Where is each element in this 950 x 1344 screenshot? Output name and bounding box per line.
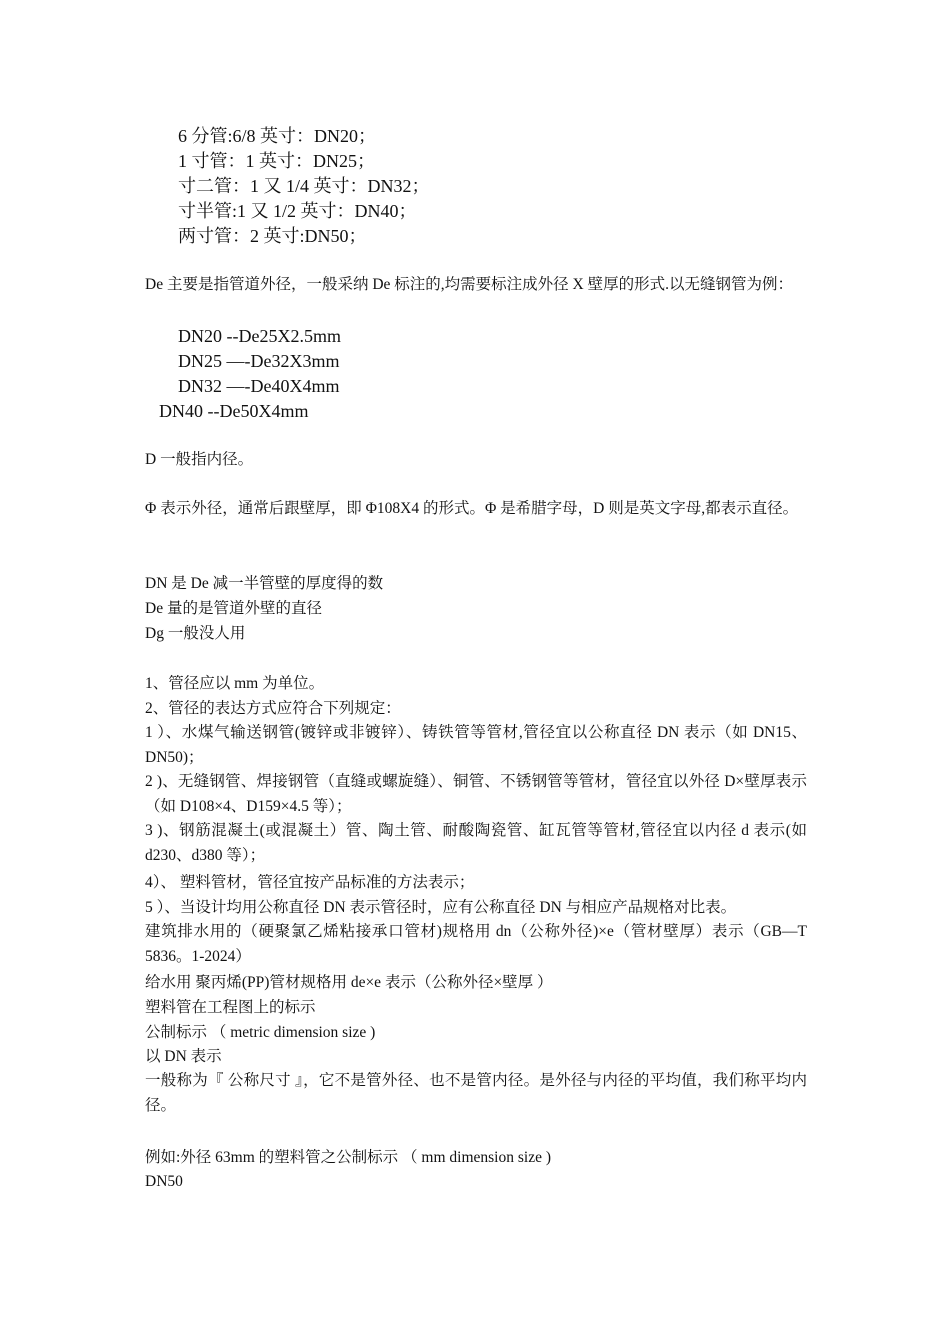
de-intro-paragraph: De 主要是指管道外径，一般采纳 De 标注的,均需要标注成外径 X 壁厚的形式.以无缝钢管为例： [145, 276, 793, 293]
pipe-size-line: 两寸管：2 英寸:DN50； [178, 226, 367, 246]
sub-rule-3: 3 )、钢筋混凝土(或混凝土）管、陶土管、耐酸陶瓷管、缸瓦管等管材,管径宜以内径 d 表示(如 d230、d380 等）； [145, 822, 807, 864]
de-example-line: DN32 —-De40X4mm [178, 376, 340, 396]
dn-line: Dg 一般没人用 [145, 625, 246, 642]
sub-rule-2: 2 )、无缝钢管、焊接钢管（直缝或螺旋缝）、铜管、不锈钢管等管材，管径宜以外径 D×壁厚表示（如 D108×4、D159×4.5 等）； [145, 773, 807, 815]
pipe-size-line: 6 分管:6/8 英寸：DN20； [178, 126, 376, 146]
de-example-line: DN40 --De50X4mm [159, 401, 309, 421]
metric-line: 公制标示 （ metric dimension size ) [145, 1024, 376, 1041]
sub-rule-1: 1 ）、水煤气输送钢管(镀锌或非镀锌）、铸铁管等管材,管径宜以公称直径 DN 表示（如 DN15、DN50)； [145, 724, 807, 766]
nominal-size-paragraph: 一般称为『 公称尺寸 』，它不是管外径、也不是管内径。是外径与内径的平均值，我们称平均内径。 [145, 1072, 807, 1114]
rule-1: 1、管径应以 mm 为单位。 [145, 675, 325, 692]
sub-rule-5: 5 ）、当设计均用公称直径 DN 表示管径时，应有公称直径 DN 与相应产品规格对比表。 [145, 899, 737, 916]
dn-line: De 量的是管道外壁的直径 [145, 600, 322, 617]
dn-show-line: 以 DN 表示 [145, 1048, 222, 1065]
de-example-line: DN20 --De25X2.5mm [178, 326, 341, 346]
pp-pipe-line: 给水用 聚丙烯(PP)管材规格用 de×e 表示（公称外径×壁厚 ） [145, 974, 553, 991]
phi-paragraph: Φ 表示外径，通常后跟壁厚，即 Φ108X4 的形式。Φ 是希腊字母，D 则是英文字母,都表示直径。 [145, 500, 799, 517]
de-example-line: DN25 —-De32X3mm [178, 351, 340, 371]
d-inner-line: D 一般指内径。 [145, 451, 254, 468]
drainage-pipe-paragraph: 建筑排水用的（硬聚氯乙烯粘接承口管材)规格用 dn（公称外径)×e（管材壁厚）表示（GB—T 5836。1-2024） [145, 923, 807, 965]
pipe-size-line: 1 寸管：1 英寸：DN25； [178, 151, 375, 171]
sub-rule-4: 4）、 塑料管材，管径宜按产品标准的方法表示； [145, 874, 475, 891]
example-line: 例如:外径 63mm 的塑料管之公制标示 （ mm dimension size ) [145, 1149, 551, 1166]
pipe-size-line: 寸半管:1 又 1/2 英寸：DN40； [178, 201, 417, 221]
plastic-mark-line: 塑料管在工程图上的标示 [145, 999, 316, 1016]
pipe-size-line: 寸二管：1 又 1/4 英寸：DN32； [178, 176, 430, 196]
dn-line: DN 是 De 减一半管壁的厚度得的数 [145, 575, 384, 592]
rule-2: 2、管径的表达方式应符合下列规定： [145, 700, 401, 717]
example-value: DN50 [145, 1173, 183, 1190]
